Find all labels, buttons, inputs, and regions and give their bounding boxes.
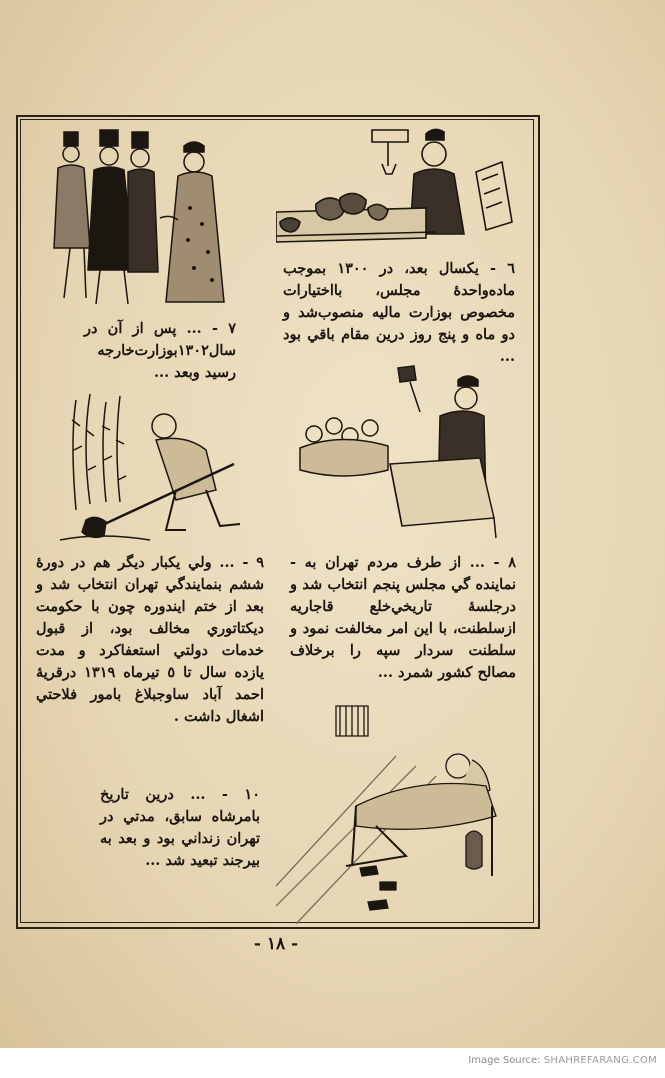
illustration-farming xyxy=(56,390,246,550)
image-source-credit xyxy=(468,1055,657,1066)
caption-6: ٦ - يكسال بعد، در ١٣٠٠ بموجب ماده‌واحدهٔ مجلس، بااختيارات مخصوص بوزارت ماليه منصوب‌شد و دو ماه و پنج روز درين مقام باقي بود ... xyxy=(283,260,515,365)
illustration-parliament-speech xyxy=(290,364,500,544)
caption-8: ٨ - ... از طرف مردم تهران به - نماينده گي مجلس پنجم انتخاب شد و درجلسهٔ تاريخي‌خلع قاجاريه ازسلطنت، با اين امر مخالفت نمود و سلطنت سردار سپه را برخلاف مصالح كشور شمرد ... xyxy=(290,554,516,681)
illustration-foreign-ministry xyxy=(40,128,240,308)
illustration-finance-minister xyxy=(276,124,516,246)
illustration-prison xyxy=(276,696,516,924)
credit-site: SHAHREFARANG.COM xyxy=(543,1055,657,1066)
caption-9: ٩ - ... ولي يكبار ديگر هم در دورهٔ ششم بنمايندگي تهران انتخاب شد و بعد از ختم ايندوره چون با حكومت ديكتاتوري مخالف بود، از قبول خدمات دولتي استعفاكرد و مدت يازده سال تا ٥ تيرماه ١٣١٩ درقريهٔ احمد آباد ساوجبلاغ بامور فلاحتي اشغال داشت . xyxy=(36,554,265,725)
credit-label: Image Source: xyxy=(468,1055,541,1066)
caption-10: ١٠ - ... درين تاريخ بامرشاه سابق، مدتي در تهران زنداني بود و بعد به بيرجند تبعيد شد ... xyxy=(100,786,260,869)
caption-7: ٧ - ... پس از آن در سال١٣٠٢بوزارت‌خارجه رسيد وبعد ... xyxy=(84,320,236,381)
page-number: - ١٨ - xyxy=(253,934,299,954)
